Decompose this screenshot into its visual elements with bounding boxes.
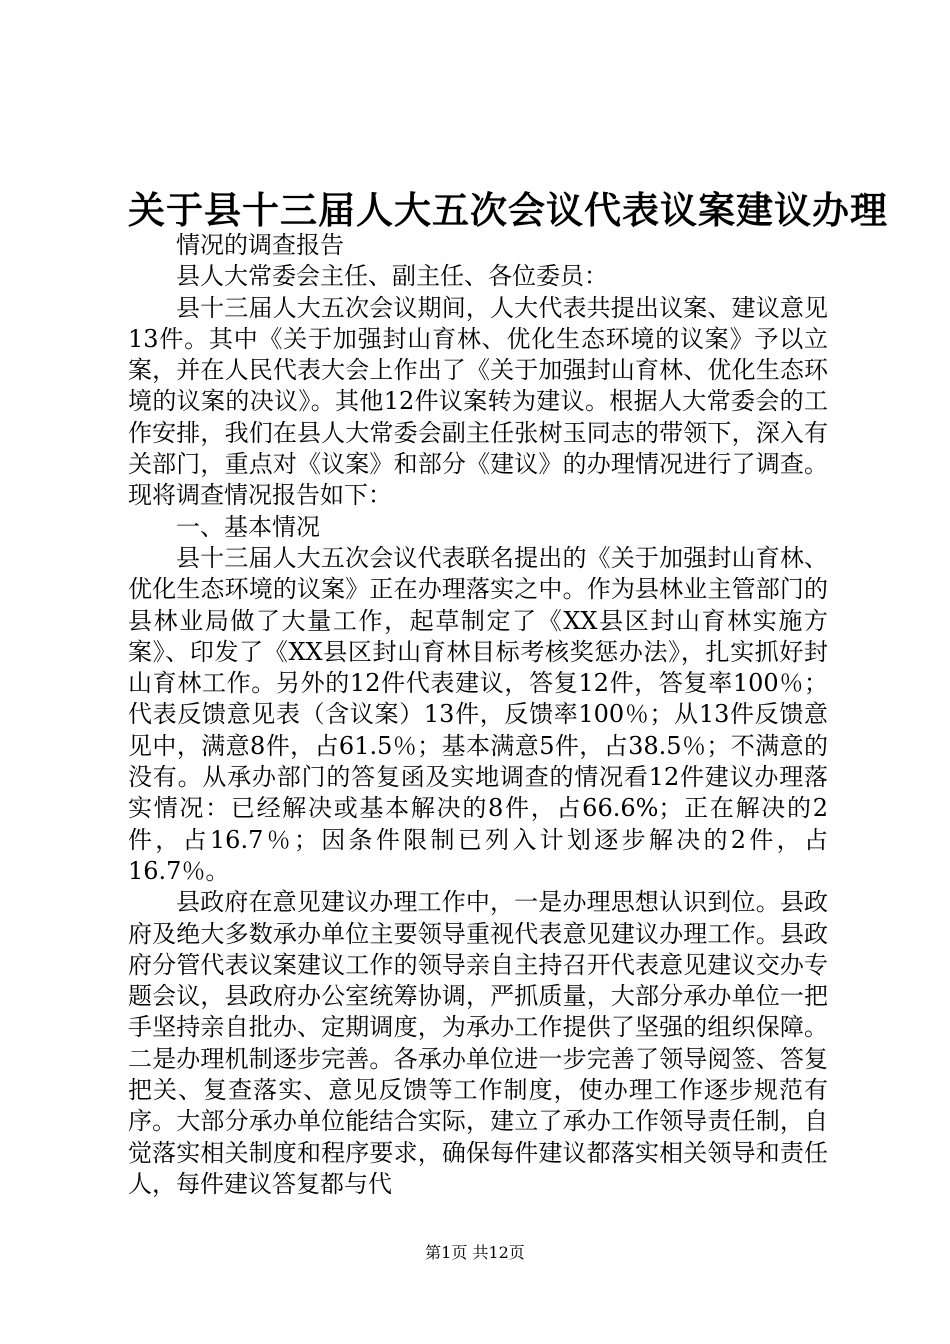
paragraph-basic-situation: 县十三届人大五次会议代表联名提出的《关于加强封山育林、优化生态环境的议案》正在办理落实之中。作为县林业主管部门的县林业局做了大量工作，起草制定了《XX县区封山育林实施方案》、印发了《XX县区封山育林目标考核奖惩办法》，扎实抓好封山育林工作。另外的12件代表建议，答复12件，答复率100％；代表反馈意见表（含议案）13件，反馈率100％；从13件反馈意见中，满意8件，占61.5％；基本满意5件，占38.5％；不满意的没有。从承办部门的答复函及实地调查的情况看12件建议办理落实情况：已经解决或基本解决的8件，占66.6%；正在解决的2件，占16.7％；因条件限制已列入计划逐步解决的2件，占16.7％。 <box>128 543 828 885</box>
paragraph-government-work: 县政府在意见建议办理工作中，一是办理思想认识到位。县政府及绝大多数承办单位主要领导重视代表意见建议办理工作。县政府分管代表议案建议工作的领导亲自主持召开代表意见建议交办专题会议，县政府办公室统筹协调，严抓质量，大部分承办单位一把手坚持亲自批办、定期调度，为承办工作提供了坚强的组织保障。二是办理机制逐步完善。各承办单位进一步完善了领导阅签、答复把关、复查落实、意见反馈等工作制度，使办理工作逐步规范有序。大部分承办单位能结合实际，建立了承办工作领导责任制，自觉落实相关制度和程序要求，确保每件建议都落实相关领导和责任人，每件建议答复都与代 <box>128 888 828 1198</box>
section-heading-basic: 一、基本情况 <box>176 512 320 541</box>
page-footer: 第1页 共12页 <box>425 1243 525 1262</box>
paragraph-salutation: 县人大常委会主任、副主任、各位委员： <box>176 262 608 291</box>
document-title: 关于县十三届人大五次会议代表议案建议办理 <box>128 188 888 232</box>
paragraph-subtitle: 情况的调查报告 <box>176 231 344 259</box>
paragraph-intro: 县十三届人大五次会议期间，人大代表共提出议案、建议意见13件。其中《关于加强封山育林、优化生态环境的议案》予以立案，并在人民代表大会上作出了《关于加强封山育林、优化生态环境的议案的决议》。其他12件议案转为建议。根据人大常委会的工作安排，我们在县人大常委会副主任张树玉同志的带领下，深入有关部门，重点对《议案》和部分《建议》的办理情况进行了调查。现将调查情况报告如下： <box>128 293 828 510</box>
document-body <box>128 230 828 1200</box>
